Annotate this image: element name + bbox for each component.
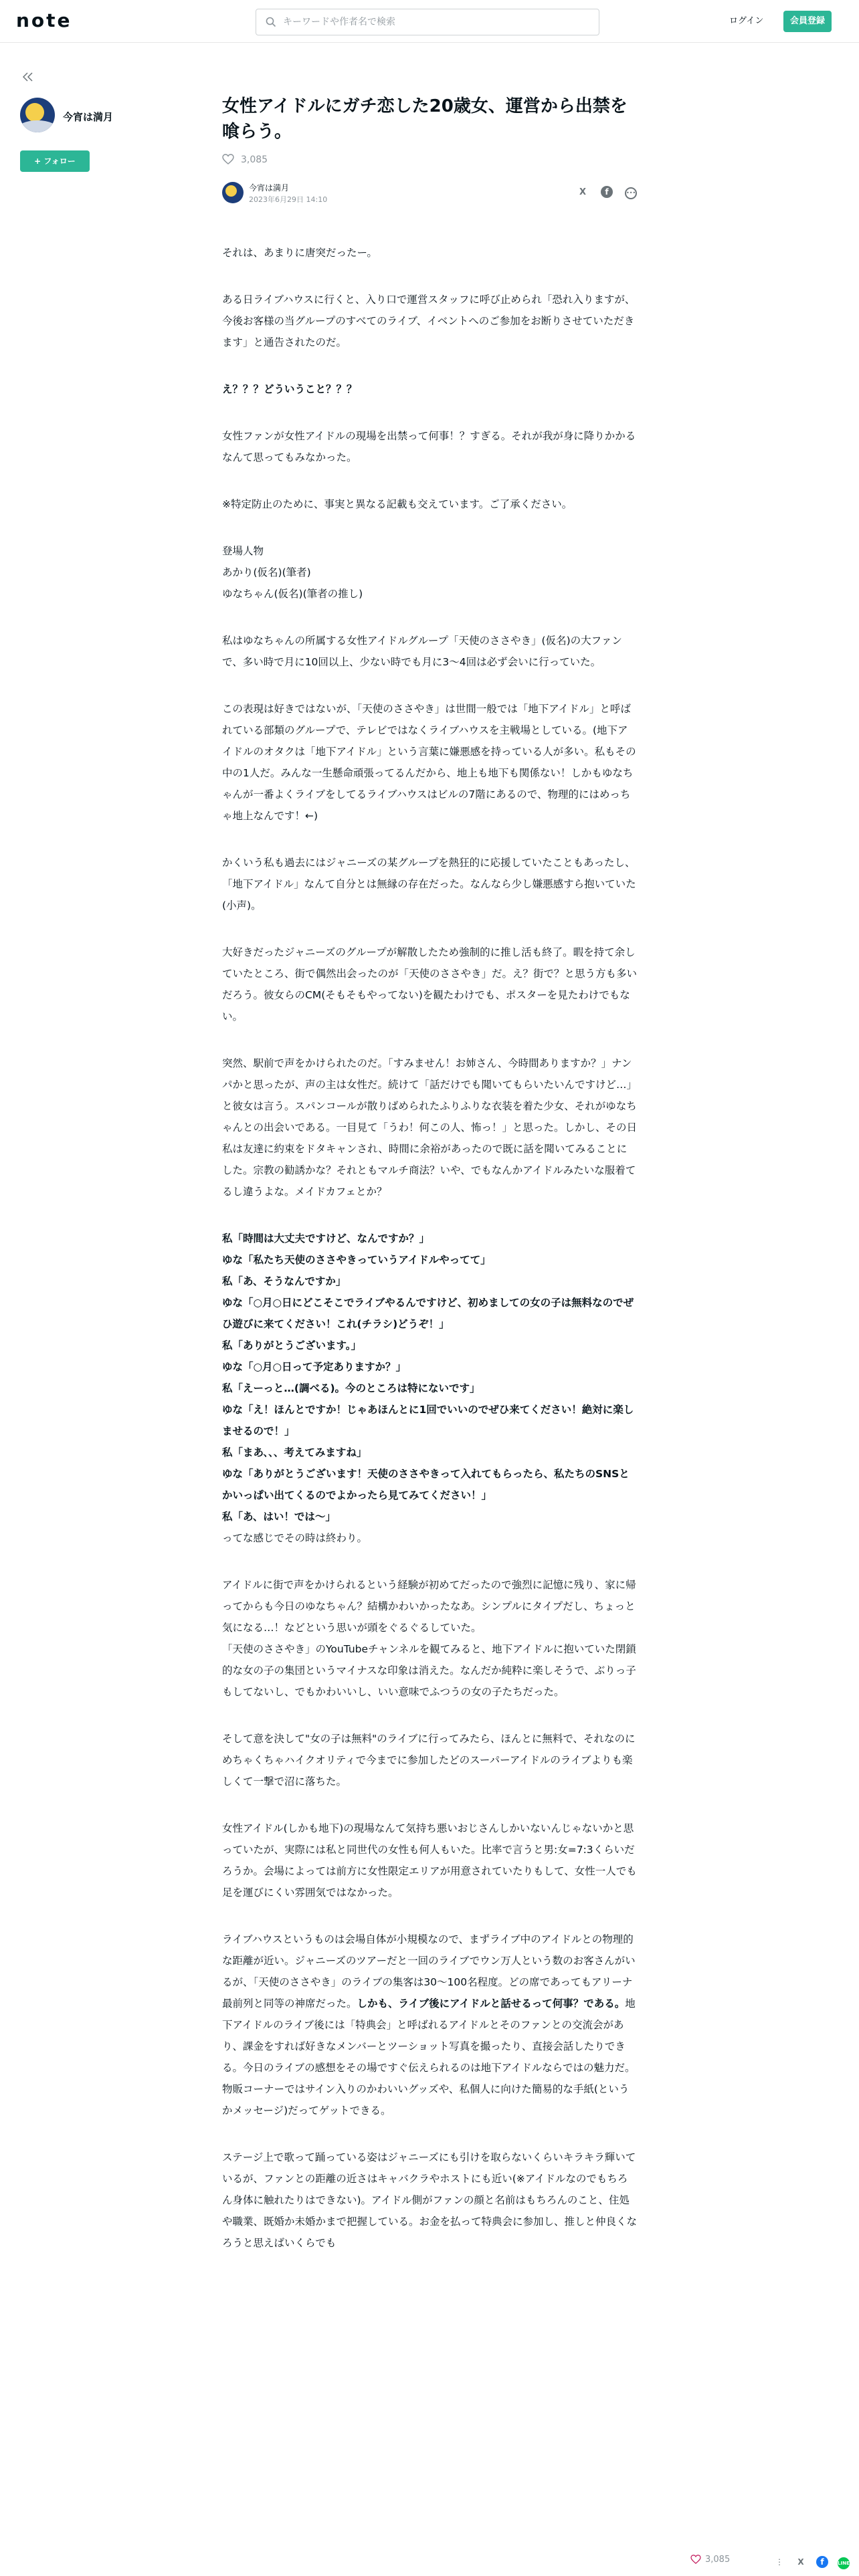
x-share-icon[interactable]: X xyxy=(579,187,587,197)
dialog-block xyxy=(222,1228,637,1549)
dialog-line: 私「ありがとうございます。」 xyxy=(222,1339,362,1352)
login-link[interactable]: ログイン xyxy=(729,16,764,26)
facebook-share-icon[interactable]: f xyxy=(816,2556,828,2568)
paragraph: え？？？どういうこと？？？ xyxy=(222,383,357,395)
dialog-line: 私「えーっと…(調べる)。今のところは特にないです」 xyxy=(222,1382,480,1394)
paragraph: 私はゆなちゃんの所属する女性アイドルグループ「天使のささやき」(仮名)の大ファンで、多い時で月に10回以上、少ない時でも月に3〜4回は必ず会いに行っていた。 xyxy=(222,635,622,668)
meta-author-name[interactable]: 今宵は満月 xyxy=(249,183,290,193)
more-icon[interactable]: ⋮ xyxy=(775,2557,783,2567)
share-buttons xyxy=(565,185,637,199)
bottom-like-button[interactable] xyxy=(690,2555,730,2565)
more-share-icon[interactable]: ••• xyxy=(625,187,637,199)
facebook-share-icon[interactable]: f xyxy=(601,186,613,198)
article-title: 女性アイドルにガチ恋した20歳女、運営から出禁を喰らう。 xyxy=(222,96,628,142)
dialog-end: ってな感じでその時は終わり。 xyxy=(222,1532,368,1544)
article-body xyxy=(222,242,637,2279)
moon-icon xyxy=(225,185,237,197)
bottom-like-count: 3,085 xyxy=(705,2555,731,2565)
dialog-line: ゆな「ありがとうございます！天使のささやきって入れてもらったら、私たちのSNSとかいっぱい出てくるのでよかったら見てみてください！」 xyxy=(222,1468,630,1501)
dialog-line: ゆな「○月○日にどこそこでライブやるんですけど、初めましての女の子は無料なのでぜひ遊びに来てください！これ(チラシ)どうぞ！」 xyxy=(222,1297,634,1330)
bottom-share-icons xyxy=(764,2555,850,2569)
search-box[interactable] xyxy=(256,9,599,35)
dialog-line: ゆな「○月○日って予定ありますか？」 xyxy=(222,1361,407,1373)
dialog-line: 私「まあ、、、考えてみますね」 xyxy=(222,1446,367,1459)
paragraph: 大好きだったジャニーズのグループが解散したため強制的に推し活も終了。暇を持て余していたところ、街で偶然出会ったのが「天使のささやき」だ。え？街で？と思う方も多いだろう。彼女らのCM(そもそもやってない)を観たわけでも、ポスターを見たわけでもない。 xyxy=(222,946,638,1023)
x-share-icon[interactable]: X xyxy=(797,2557,804,2567)
paragraph: この表現は好きではないが、「天使のささやき」は世間一般では「地下アイドル」と呼ばれている部類のグループで、テレビではなくライブハウスを主戦場としている。(地下アイドルのオタクは「地下アイドル」という言葉に嫌悪感を持っている人が多い。私もその中の1人だ。みんな一生懸命頑張ってるんだから、地上も地下も関係ない！しかもゆなちゃんが一番よくライブをしてるライブハウスはビルの7階にあるので、物理的にはめっちゃ地上なんです！←) xyxy=(222,703,636,822)
dialog-line: ゆな「え！ほんとですか！じゃあほんとに1回でいいのでぜひ来てください！絶対に楽しませるので！」 xyxy=(222,1404,634,1437)
note-logo[interactable]: note xyxy=(16,9,72,31)
paragraph: 女性アイドル(しかも地下)の現場なんて気持ち悪いおじさんしかいないんじゃないかと思っていたが、実際には私と同世代の女性も何人もいた。比率で言うと男:女=7:3くらいだろうか。会場によっては前方に女性限定エリアが用意されていたりもして、女性一人でも足を運びにくい雰囲気ではなかった。 xyxy=(222,1822,637,1899)
article xyxy=(222,94,638,2249)
bottom-action-bar xyxy=(682,2547,859,2576)
author-avatar[interactable] xyxy=(20,98,55,132)
heart-icon[interactable] xyxy=(690,2555,701,2564)
dialog-line: 私「あ、はい！では〜」 xyxy=(222,1511,336,1523)
follow-button[interactable]: + フォロー xyxy=(20,150,90,172)
dialog-line: 私「あ、そうなんですか」 xyxy=(222,1275,347,1287)
article-meta xyxy=(222,181,637,207)
moon-icon xyxy=(25,103,44,122)
paragraph: かくいう私も過去にはジャニーズの某グループを熱狂的に応援していたこともあったし、「地下アイドル」なんて自分とは無縁の存在だった。なんなら少し嫌悪感すら抱いていた(小声)。 xyxy=(222,857,636,911)
paragraph: ステージ上で歌って踊っている姿はジャニーズにも引けを取らないくらいキラキラ輝いているが、ファンとの距離の近さはキャバクラやホストにも近い(※アイドルなのでもちろん身体に触れたりはできない)。アイドル側がファンの顔と名前はもちろんのこと、住処や職業、既婚か未婚かまで把握している。お金を払って特典会に参加し、推しと仲良くなろうと思えばいくらでも xyxy=(222,2151,638,2249)
like-counter[interactable] xyxy=(222,154,268,165)
dialog-line: ゆな「私たち天使のささやきっていうアイドルやってて」 xyxy=(222,1254,491,1266)
author-avatar-small[interactable] xyxy=(222,182,244,203)
publish-date: 2023年6月29日 14:10 xyxy=(249,195,328,204)
paragraph xyxy=(222,1929,637,2121)
like-count: 3,085 xyxy=(241,154,268,165)
paragraph: それは、あまりに唐突だったー。 xyxy=(222,247,377,259)
search-input[interactable] xyxy=(283,9,591,35)
sidebar-author-name[interactable]: 今宵は満月 xyxy=(63,111,114,123)
paragraph: そして意を決して"女の子は無料"のライブに行ってみたら、ほんとに無料で、それなのにめちゃくちゃハイクオリティで今までに参加したどのスーパーアイドルのライブよりも楽しくて一撃で沼に落ちた。 xyxy=(222,1733,636,1788)
line-share-icon[interactable]: LINE xyxy=(838,2557,850,2569)
dialog-line: 私「時間は大丈夫ですけど、なんですか？」 xyxy=(222,1232,430,1245)
heart-icon[interactable] xyxy=(222,154,234,165)
paragraph-emphasis: しかも、ライブ後にアイドルと話せるって何事？である。 xyxy=(357,1998,626,2010)
paragraph-text: ライブハウスというものは会場自体が小規模なので、まずライブ中のアイドルとの物理的な距離が近い。ジャニーズのツアーだと一回のライブでウン万人という数のお客さんがいるが、「天使のささやき」のライブの集客は30〜100名程度。どの席であってもアリーナ最前列と同等の神席だった。 xyxy=(222,1933,636,2010)
paragraph: ※特定防止のために、事実と異なる記載も交えています。ご了承ください。 xyxy=(222,498,573,510)
paragraph: アイドルに街で声をかけられるという経験が初めてだったので強烈に記憶に残り、家に帰ってからも今日のゆなちゃん？結構かわいかったなあ。シンプルにタイプだし、ちょっと気になる…！などという思いが頭をぐるぐるしていた。 「天使のささやき」のYouTubeチャンネルを観てみると、地下アイドルに抱いていた閉鎖的な女の子の集団というマイナスな印象は消えた。なんだか純粋に楽しそうで、ぶりっ子もしてないし、でもかわいいし、いい意味でふつうの女の子たちだった。 xyxy=(222,1579,636,1698)
paragraph: 突然、駅前で声をかけられたのだ。「すみません！お姉さん、今時間ありますか？」ナンパかと思ったが、声の主は女性だ。続けて「話だけでも聞いてもらいたいんですけど…」と彼女は言う。スパンコールが散りばめられたふりふりな衣装を着た少女、それがゆなちゃんとの出会いである。一目見て「うわ！何この人、怖っ！」と思った。しかし、その日私は友達に約束をドタキャンされ、時間に余裕があったので既に話を聞いてみることにした。宗教の勧誘かな？それともマルチ商法？いや、でもなんかアイドルみたいな服着てるし違うよな。メイドカフェとか？ xyxy=(222,1057,638,1198)
paragraph: ある日ライブハウスに行くと、入り口で運営スタッフに呼び止められ「恐れ入りますが、今後お客様の当グループのすべてのライブ、イベントへのご参加をお断りさせていただきます」と通告されたのだ。 xyxy=(222,294,636,348)
paragraph: 登場人物 あかり(仮名)(筆者) ゆなちゃん(仮名)(筆者の推し) xyxy=(222,545,363,600)
search-icon xyxy=(266,17,276,27)
site-header xyxy=(0,0,859,43)
signup-button[interactable]: 会員登録 xyxy=(783,11,832,32)
paragraph: 女性ファンが女性アイドルの現場を出禁って何事！？すぎる。それが我が身に降りかかるなんて思ってもみなかった。 xyxy=(222,430,636,463)
collapse-sidebar-icon[interactable] xyxy=(23,72,33,82)
paragraph-text: 地下アイドルのライブ後には「特典会」と呼ばれるアイドルとそのファンとの交流会があり、課金をすれば好きなメンバーとツーショット写真を撮ったり、直接会話したりできる。今日のライブの感想をその場ですぐ伝えられるのは地下アイドルならではの魅力だ。物販コーナーではサイン入りのかわいいグッズや、私個人に向けた簡易的な手紙(というかメッセージ)だってゲットできる。 xyxy=(222,1998,636,2117)
